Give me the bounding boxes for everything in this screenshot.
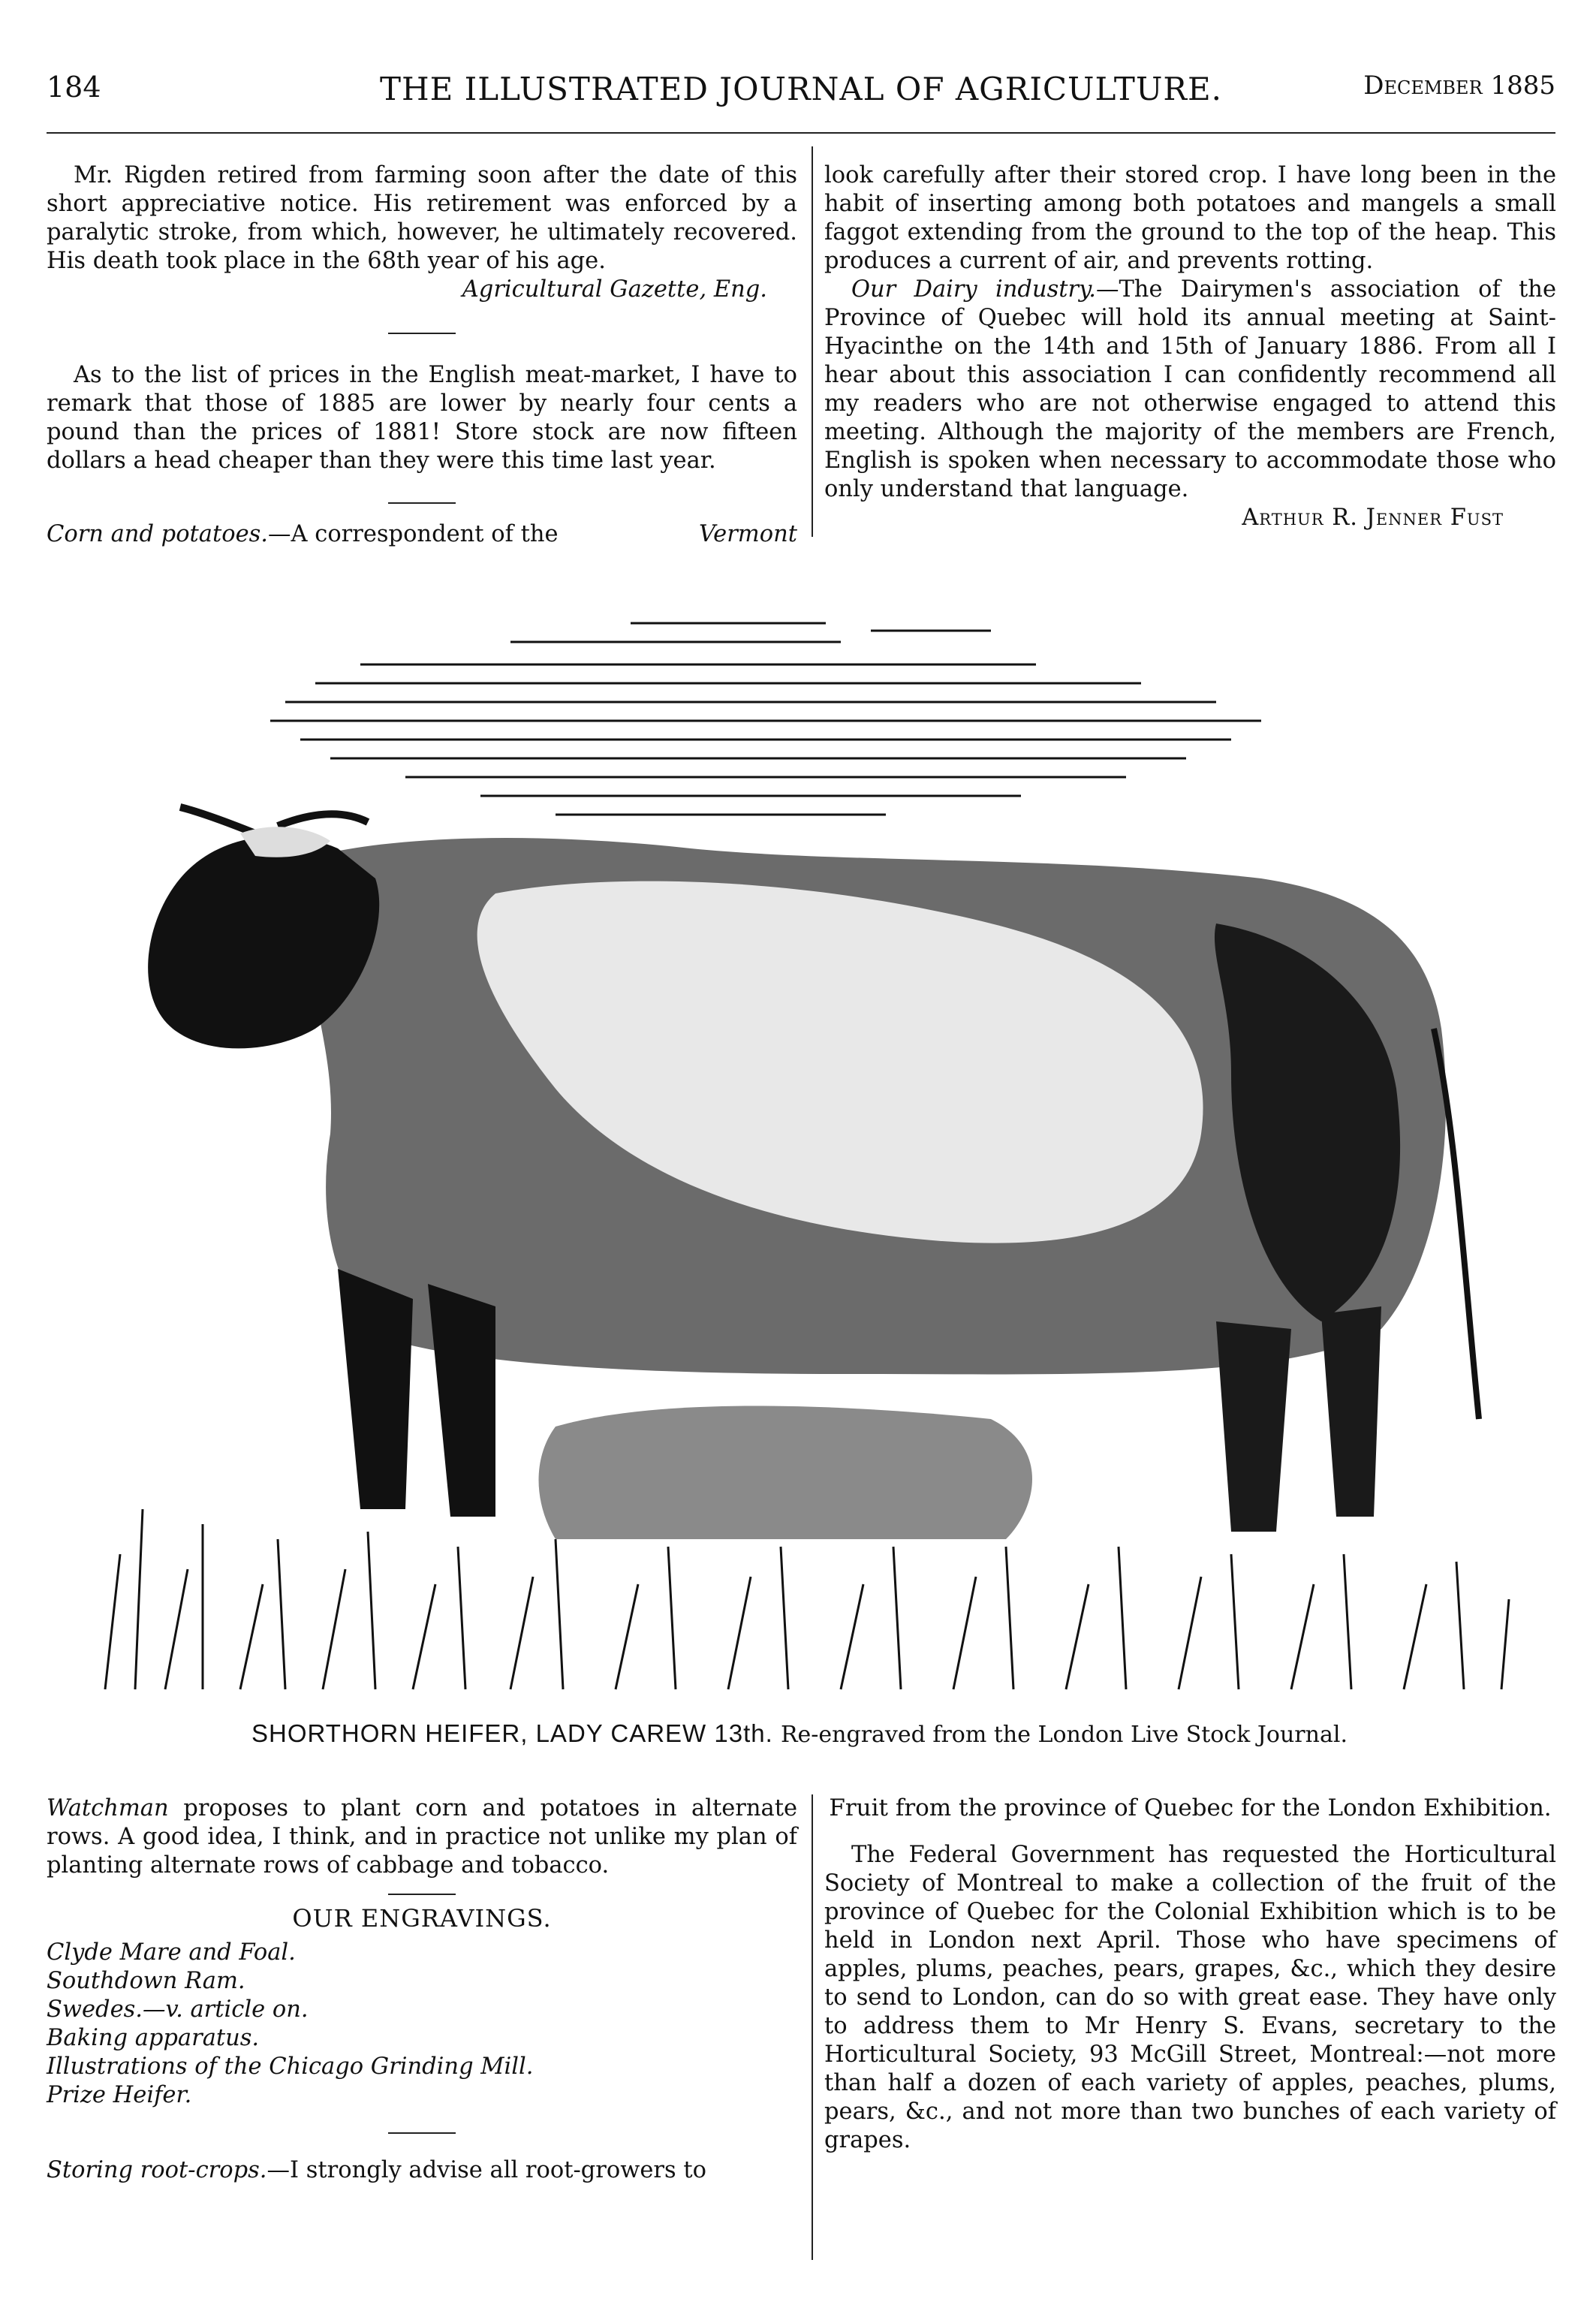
journal-title: THE ILLUSTRATED JOURNAL OF AGRICULTURE.: [380, 71, 1222, 107]
signature: Arthur R. Jenner Fust: [1242, 505, 1504, 531]
top-right-column: [824, 161, 1556, 532]
corn-lead: [47, 520, 797, 549]
corn-lead-text: —A correspondent of the: [268, 521, 559, 547]
issue-date: December 1885: [1363, 71, 1555, 101]
engravings-heading: OUR ENGRAVINGS.: [292, 1904, 552, 1933]
storing-lead: Storing root-crops.: [47, 2157, 267, 2183]
top-left-column: [47, 161, 797, 549]
page-number: 184: [47, 71, 101, 104]
storing-text: —I strongly advise all root-growers to: [267, 2157, 706, 2183]
watchman-text: proposes to plant corn and potatoes in alternate rows. A good idea, I think, and in practice not unlike my plan of planting alternate rows of cabbage and tobacco.: [47, 1795, 798, 1879]
dairy-lead: Our Dairy industry.: [851, 276, 1096, 303]
section-divider: [388, 333, 456, 334]
engravings-list-item: Southdown Ram.: [47, 1968, 245, 1994]
bottom-left-column: [47, 1794, 797, 2185]
storing-lead-paragraph: [47, 2156, 797, 2185]
rigden-source: Agricultural Gazette, Eng.: [462, 276, 767, 303]
corn-lead-title: Corn and potatoes.: [47, 521, 269, 547]
shorthorn-heifer-engraving: [90, 608, 1516, 1697]
engravings-list-item: Prize Heifer.: [47, 2082, 192, 2108]
section-divider: [388, 2132, 456, 2134]
engraving-caption: [45, 1719, 1554, 1748]
engravings-list-item: Illustrations of the Chicago Grinding Mill.: [47, 2053, 534, 2080]
bottom-right-column: [824, 1794, 1556, 2155]
foreground-stone: [539, 1406, 1033, 1540]
storing-continued: look carefully after their stored crop. I have long been in the habit of inserting among both potatoes and mangels a small faggot extending from the ground to the top of the heap. This produces a current of air, and prevents rotting.: [824, 162, 1556, 274]
rigden-paragraph: Mr. Rigden retired from farming soon after the date of this short appreciative notice. His retirement was enforced by a paralytic stroke, from which, however, he ultimately recovered. His death took place in the 68th year of his age.: [47, 162, 797, 274]
dairy-text: —The Dairymen's association of the Province of Quebec will hold its annual meeting at Saint-Hyacinthe on the 14th and 15th of January 1886. From all I hear about this association I can confidently recommend all my readers who are not otherwise engaged to attend this meeting. Although the majority of the members are French, English is spoken when necessary to accommodate those who only understand that language.: [824, 276, 1556, 502]
corn-lead-vermont: Vermont: [698, 521, 797, 547]
watchman-lead: Watchman: [47, 1795, 169, 1821]
dairy-paragraph: [824, 276, 1556, 504]
sky-hatching: [270, 623, 1261, 815]
engravings-list-item: Swedes.—v. article on.: [47, 1996, 309, 2023]
fruit-heading: Fruit from the province of Quebec for the London Exhibition.: [829, 1794, 1552, 1821]
engravings-list: [47, 1939, 797, 2110]
column-divider: [812, 1794, 813, 2260]
engravings-list-item: Clyde Mare and Foal.: [47, 1939, 296, 1966]
section-divider: [388, 1894, 456, 1895]
section-divider: [388, 502, 456, 504]
caption-source: Re-engraved from the London Live Stock Journal.: [780, 1722, 1348, 1748]
header-rule: [47, 132, 1555, 134]
watchman-paragraph: [47, 1794, 797, 1880]
caption-main: SHORTHORN HEIFER, LADY CAREW 13th.: [251, 1719, 773, 1747]
prices-paragraph: As to the list of prices in the English meat-market, I have to remark that those of 1885 are lower by nearly four cents a pound than the prices of 1881! Store stock are now fifteen dollars a head cheaper than they were this time last year.: [47, 362, 797, 474]
fruit-paragraph: The Federal Government has requested the Horticultural Society of Montreal to make a collection of the fruit of the province of Quebec for the Colonial Exhibition which is to be held in London next April. Those who have specimens of apples, plums, peaches, pears, grapes, &c., which they desire to send to London, can do so with great ease. They have only to address them to Mr Henry S. Evans, secretary to the Horticultural Society, 93 McGill Street, Montreal:—not more than half a dozen of each variety of apples, peaches, plums, pears, &c., and not more than two bunches of each variety of grapes.: [824, 1842, 1556, 2153]
page-header: [47, 63, 1555, 116]
engravings-list-item: Baking apparatus.: [47, 2025, 260, 2051]
column-divider: [812, 146, 813, 537]
